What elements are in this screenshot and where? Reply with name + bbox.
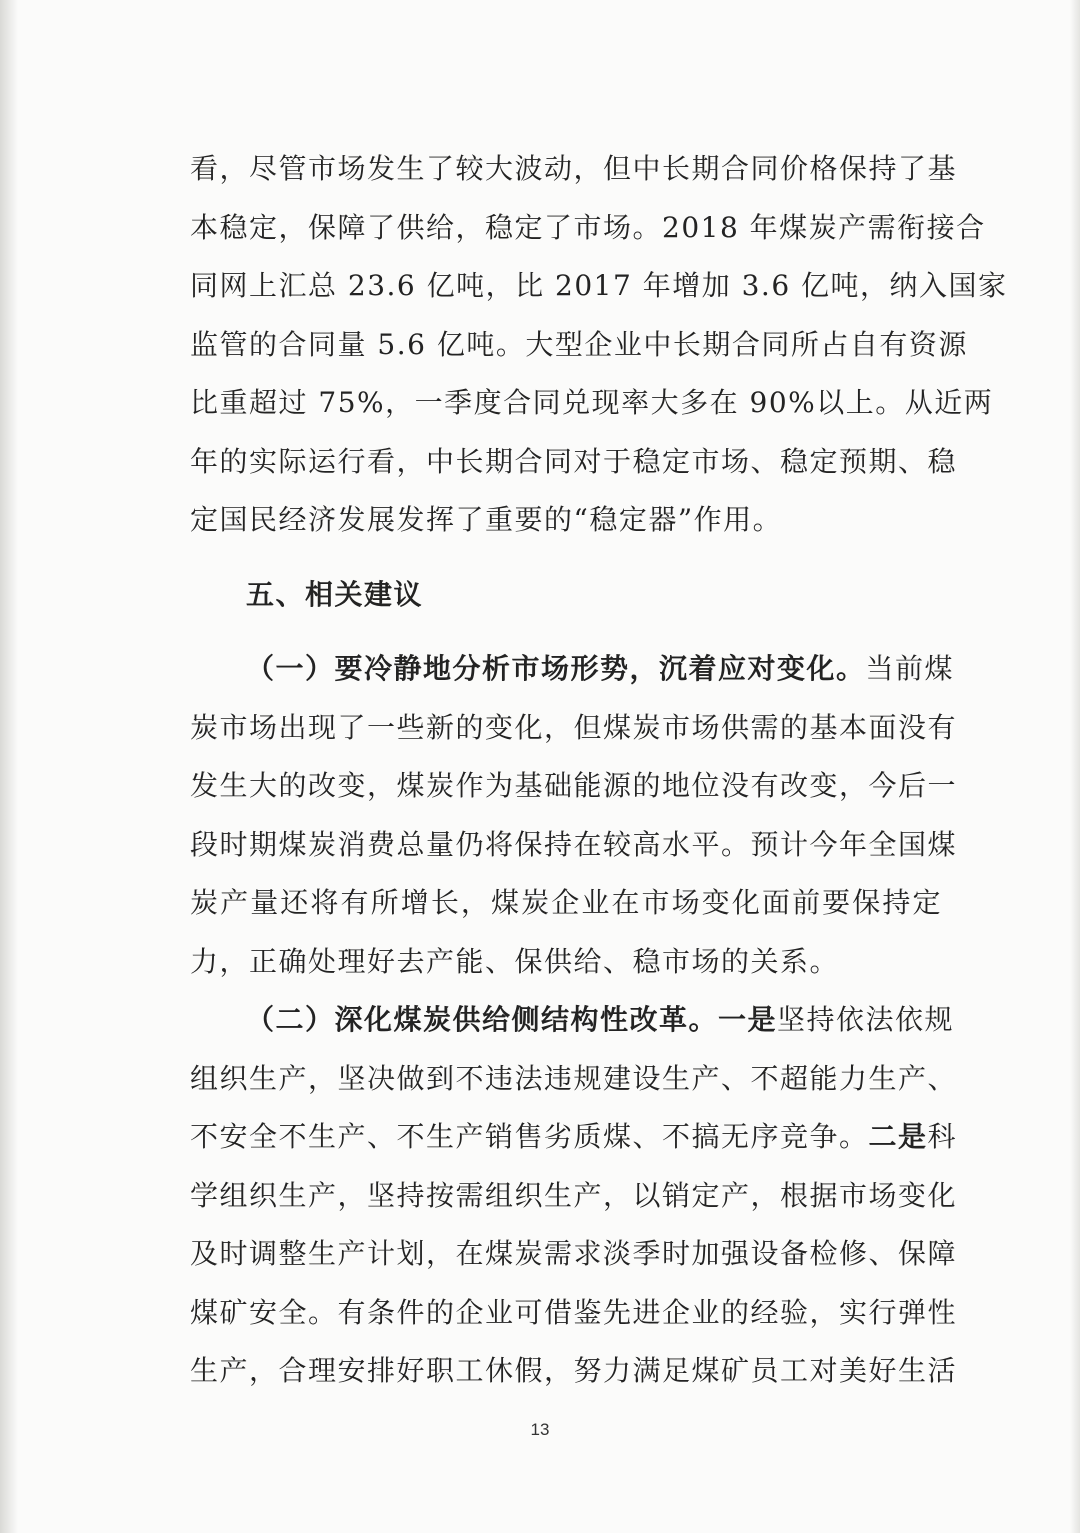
body-text (190, 140, 1008, 1401)
paragraph2-line-4: 段时期煤炭消费总量仍将保持在较高水平。预计今年全国煤 (190, 827, 958, 861)
paragraph3-line-7: 生产，合理安排好职工休假，努力满足煤矿员工对美好生活 (190, 1354, 958, 1387)
paragraph3-line3-rest: 科 (927, 1120, 958, 1153)
page-number: 13 (530, 1420, 550, 1439)
paragraph1-line-5: 比重超过 75%，一季度合同兑现率大多在 90%以上。从近两 (190, 386, 994, 419)
paragraph3-bold-one: 一是 (718, 1003, 778, 1036)
section-heading: 五、相关建议 (246, 577, 424, 611)
paragraph1-line-2: 本稳定，保障了供给，稳定了市场。2018 年煤炭产需衔接合 (190, 210, 986, 244)
paragraph1-line-4: 监管的合同量 5.6 亿吨。大型企业中长期合同所占自有资源 (190, 327, 968, 361)
paragraph2-line-6: 力，正确处理好去产能、保供给、稳市场的关系。 (190, 944, 840, 978)
scan-left-edge (0, 0, 18, 1533)
paragraph3-line3-pre: 不安全不生产、不生产销售劣质煤、不搞无序竞争。 (190, 1120, 869, 1153)
paragraph1-line-1: 看，尽管市场发生了较大波动，但中长期合同价格保持了基 (190, 152, 958, 185)
paragraph3-line1-rest: 坚持依法依规 (777, 1003, 955, 1036)
paragraph2-line1-rest: 当前煤 (865, 652, 955, 685)
paragraph3-line-3 (190, 1108, 958, 1167)
paragraph2-bold-lead: （一）要冷静地分析市场形势，沉着应对变化。 (246, 652, 866, 685)
paragraph3-line-5: 及时调整生产计划，在煤炭需求淡季时加强设备检修、保障 (190, 1237, 958, 1270)
paragraph3-bold-two: 二是 (868, 1120, 928, 1153)
paragraph1-line-3: 同网上汇总 23.6 亿吨，比 2017 年增加 3.6 亿吨，纳入国家 (190, 269, 1008, 302)
paragraph1-line-7: 定国民经济发展发挥了重要的“稳定器”作用。 (190, 503, 783, 536)
paragraph2-line-3: 发生大的改变，煤炭作为基础能源的地位没有改变，今后一 (190, 769, 958, 802)
paragraph2-line-5: 炭产量还将有所增长，煤炭企业在市场变化面前要保持定 (190, 886, 942, 919)
paragraph2-line-2: 炭市场出现了一些新的变化，但煤炭市场供需的基本面没有 (190, 710, 958, 744)
paragraph3-line-4: 学组织生产，坚持按需组织生产，以销定产，根据市场变化 (190, 1178, 958, 1212)
paragraph3-bold-lead: （二）深化煤炭供给侧结构性改革。 (246, 1003, 719, 1036)
paragraph3-line-1 (190, 991, 955, 1050)
paragraph3-line-6: 煤矿安全。有条件的企业可借鉴先进企业的经验，实行弹性 (190, 1295, 958, 1329)
paragraph1-line-6: 年的实际运行看，中长期合同对于稳定市场、稳定预期、稳 (190, 444, 958, 478)
scan-right-edge (1070, 0, 1080, 1533)
paragraph3-line-2: 组织生产，坚决做到不违法违规建设生产、不超能力生产、 (190, 1061, 958, 1095)
paragraph2-line-1 (190, 640, 955, 699)
